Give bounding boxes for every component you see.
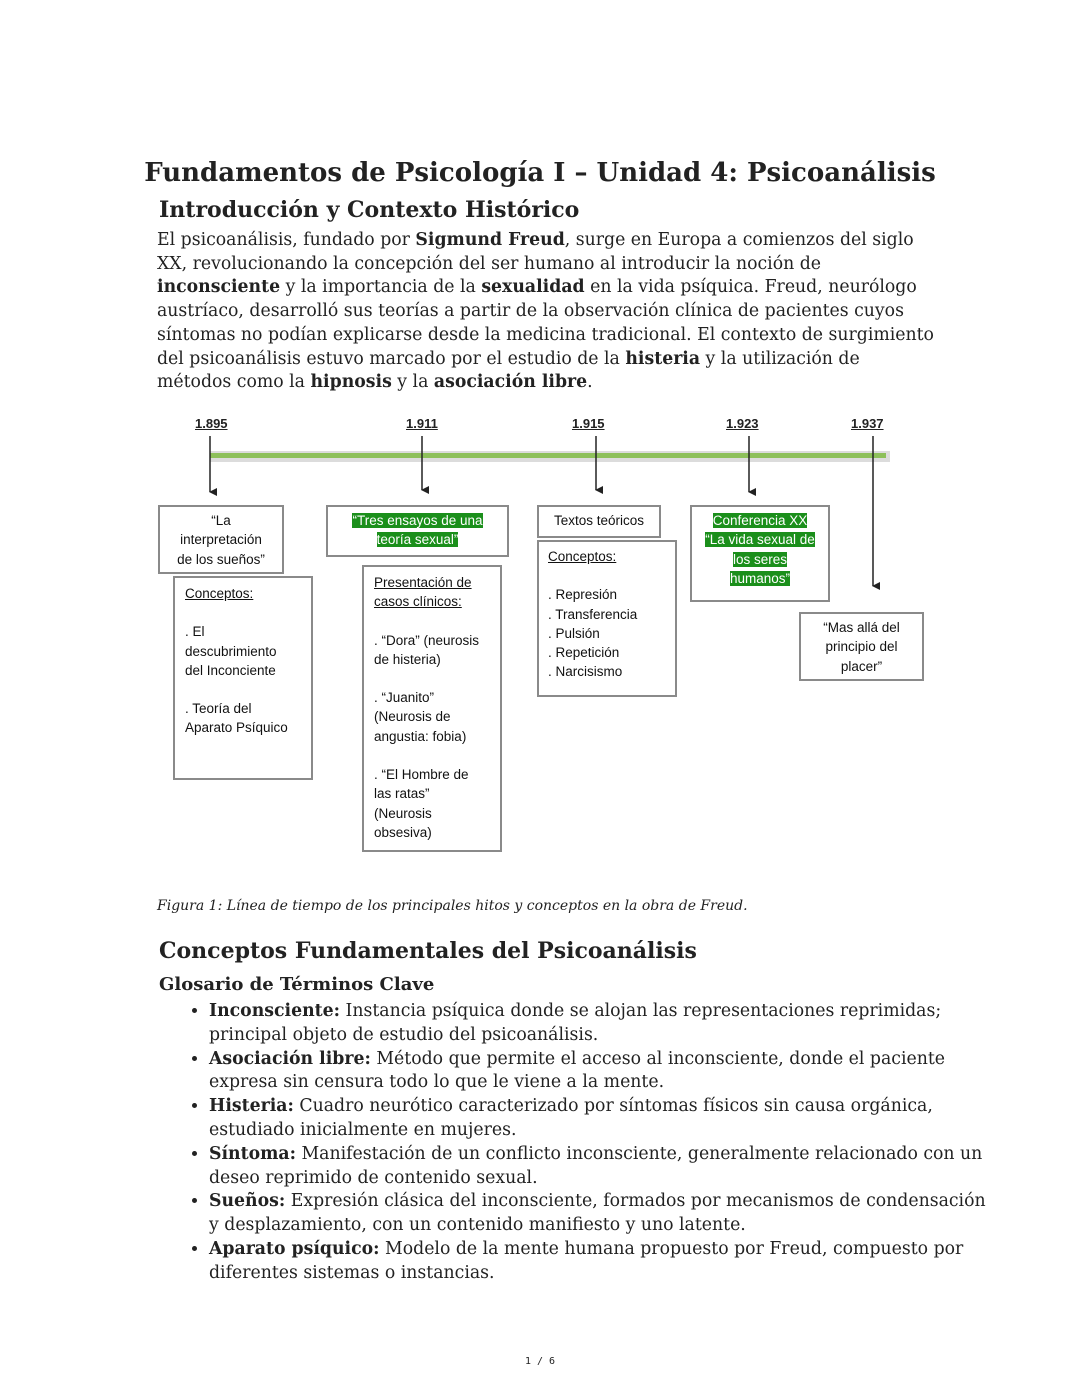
concepts-box-1915: Conceptos: . Represión . Transferencia . Pulsión . Repetición . Narcisismo <box>537 540 677 697</box>
intro-paragraph: El psicoanálisis, fundado por Sigmund Freud, surge en Europa a comienzos del siglo XX, revolucionando la concepción del ser humano al introducir la noción de inconsciente y la importancia de la sexualidad en la vida psíquica. Freud, neurólogo austríaco, desarrolló sus teorías a partir de la observación clínica de pacientes cuyos síntomas no podían explicarse desde la medicina tradicional. El contexto de surgimiento del psicoanálisis estuvo marcado por el estudio de la histeria y la utilización de métodos como la hipnosis y la asociación libre. <box>157 230 934 393</box>
freud-timeline-figure <box>150 410 940 880</box>
concepts-heading: Conceptos Fundamentales del Psicoanálisis <box>159 938 697 964</box>
year-label-1895: 1.895 <box>195 416 228 431</box>
glossary-list <box>160 1000 989 1286</box>
clinical-cases-box-1911: Presentación de casos clínicos: . “Dora” (neurosis de histeria) . “Juanito” (Neurosis de angustia: fobia) . “El Hombre de las ratas” (Neurosis obsesiva) <box>362 565 502 852</box>
year-label-1937: 1.937 <box>851 416 884 431</box>
year-label-1911: 1.911 <box>406 416 438 431</box>
glossary-item: • Inconsciente: Instancia psíquica donde se alojan las representaciones reprimidas; principal objeto de estudio del psicoanálisis. <box>209 1000 989 1048</box>
work-box-1923: Conferencia XX “La vida sexual de los seres humanos” <box>690 505 830 602</box>
figure-caption: Figura 1: Línea de tiempo de los principales hitos y conceptos en la obra de Freud. <box>157 898 748 914</box>
work-box-1911: “Tres ensayos de una teoría sexual” <box>326 505 509 557</box>
glossary-item: • Sueños: Expresión clásica del inconsciente, formados por mecanismos de condensación y desplazamiento, con un contenido manifiesto y uno latente. <box>209 1190 989 1238</box>
glossary-item: • Síntoma: Manifestación de un conflicto inconsciente, generalmente relacionado con un deseo reprimido de contenido sexual. <box>209 1143 989 1191</box>
work-box-1937: “Mas allá del principio del placer” <box>799 612 924 681</box>
glossary-item: • Aparato psíquico: Modelo de la mente humana propuesto por Freud, compuesto por diferentes sistemas o instancias. <box>209 1238 989 1286</box>
glossary-item: • Histeria: Cuadro neurótico caracterizado por síntomas físicos sin causa orgánica, estudiado inicialmente en mujeres. <box>209 1095 989 1143</box>
timeline-bar <box>210 453 886 458</box>
work-box-1915: Textos teóricos <box>537 505 661 538</box>
concepts-box-1895: Conceptos: . El descubrimiento del Inconciente . Teoría del Aparato Psíquico <box>173 576 313 780</box>
glossary-item: • Asociación libre: Método que permite el acceso al inconsciente, donde el paciente expresa sin censura todo lo que le viene a la mente. <box>209 1048 989 1096</box>
intro-heading: Introducción y Contexto Histórico <box>159 197 580 223</box>
year-label-1923: 1.923 <box>726 416 759 431</box>
glossary-subheading: Glosario de Términos Clave <box>159 974 435 995</box>
page-number: 1 / 6 <box>524 1356 556 1367</box>
document-title: Fundamentos de Psicología I – Unidad 4: Psicoanálisis <box>144 158 936 188</box>
year-label-1915: 1.915 <box>572 416 605 431</box>
work-box-1895: “La interpretación de los sueños” <box>158 505 284 574</box>
